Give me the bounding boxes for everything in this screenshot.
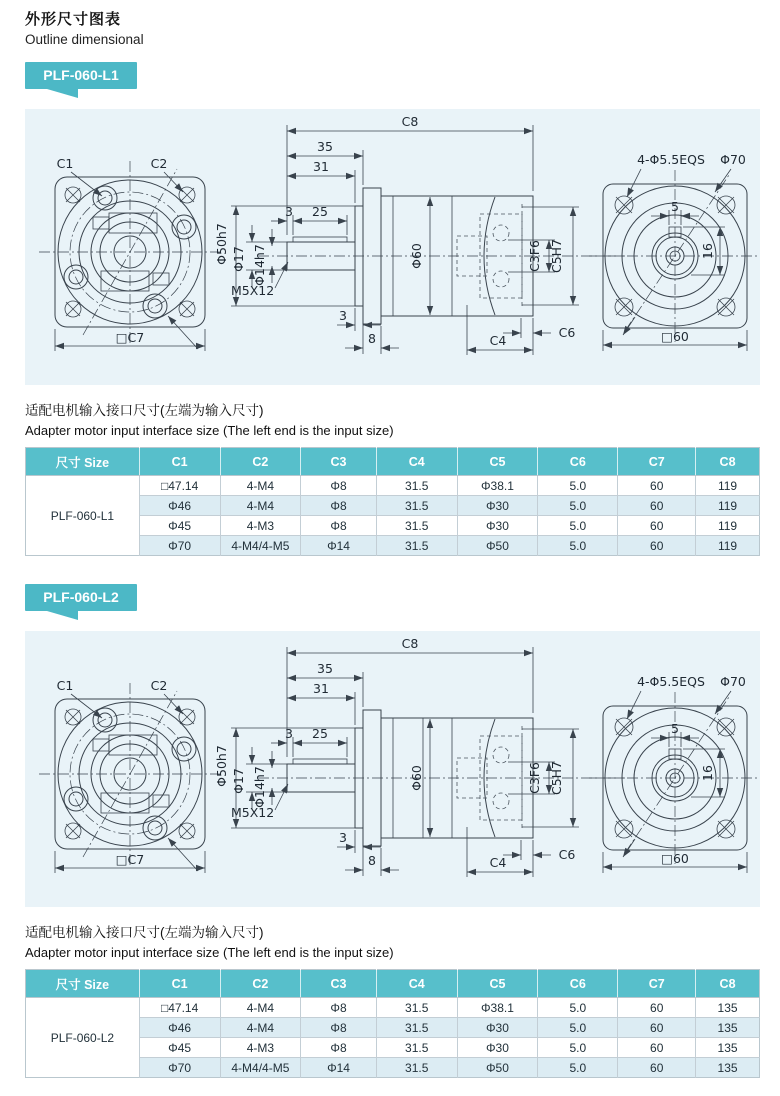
page-title-zh: 外形尺寸图表 — [25, 11, 122, 28]
table-cell: Φ8 — [301, 476, 377, 496]
table-row — [26, 998, 760, 1018]
section-plf-060-l1 — [25, 62, 760, 556]
column-header: C2 — [220, 970, 301, 998]
front-view — [39, 156, 221, 351]
table-cell: 31.5 — [376, 1018, 457, 1038]
table-cell: Φ30 — [457, 1038, 538, 1058]
label-3-bottom: 3 — [339, 308, 347, 323]
table-cell: 31.5 — [376, 476, 457, 496]
table-cell: Φ46 — [139, 1018, 220, 1038]
table-cell: Φ14 — [301, 536, 377, 556]
table-cell: 5.0 — [538, 1058, 618, 1078]
badge-row-l2 — [25, 584, 760, 620]
table-cell: Φ30 — [457, 516, 538, 536]
column-header: C8 — [696, 448, 760, 476]
table-cell: Φ30 — [457, 496, 538, 516]
column-header: C5 — [457, 448, 538, 476]
table-cell: 4-M4 — [220, 1018, 301, 1038]
column-header: C6 — [538, 970, 618, 998]
table-cell: 60 — [618, 496, 696, 516]
label-phi50h7: Φ50h7 — [214, 745, 229, 787]
drawing-panel-l2 — [25, 631, 760, 907]
table-cell: Φ8 — [301, 496, 377, 516]
table-cell: 60 — [618, 1038, 696, 1058]
label-c7: □C7 — [115, 852, 145, 867]
column-header: C4 — [376, 970, 457, 998]
label-35: 35 — [317, 661, 333, 676]
label-c5h7: C5H7 — [549, 238, 564, 274]
table-cell: 31.5 — [376, 516, 457, 536]
column-header: C2 — [220, 448, 301, 476]
table-cell: 4-M4 — [220, 998, 301, 1018]
table-cell: Φ45 — [139, 516, 220, 536]
column-header: C6 — [538, 448, 618, 476]
table-cell: 4-M4 — [220, 476, 301, 496]
label-c3f6: C3F6 — [527, 762, 542, 794]
label-3-bottom: 3 — [339, 830, 347, 845]
table-cell: Φ8 — [301, 1038, 377, 1058]
label-16: 16 — [700, 765, 715, 781]
label-phi60: Φ60 — [409, 765, 424, 791]
label-c8: C8 — [401, 114, 419, 129]
label-5: 5 — [671, 199, 679, 214]
label-c2: C2 — [150, 156, 168, 171]
table-cell: 5.0 — [538, 1018, 618, 1038]
table-cell: 31.5 — [376, 536, 457, 556]
label-phi60: Φ60 — [409, 243, 424, 269]
label-c4: C4 — [489, 333, 507, 348]
label-phi17: Φ17 — [231, 768, 246, 794]
note-en-l2: Adapter motor input interface size (The left end is the input size) — [25, 945, 394, 960]
table-cell: 4-M3 — [220, 1038, 301, 1058]
table-cell: 60 — [618, 1018, 696, 1038]
label-c5h7: C5H7 — [549, 760, 564, 796]
table-cell: 31.5 — [376, 1058, 457, 1078]
table-cell: Φ70 — [139, 536, 220, 556]
label-c2: C2 — [150, 678, 168, 693]
column-header: C4 — [376, 448, 457, 476]
table-cell: 135 — [696, 1018, 760, 1038]
note-en-l1: Adapter motor input interface size (The left end is the input size) — [25, 423, 394, 438]
table-cell: 31.5 — [376, 496, 457, 516]
label-c3f6: C3F6 — [527, 240, 542, 272]
table-cell: Φ50 — [457, 1058, 538, 1078]
table-cell: 60 — [618, 998, 696, 1018]
label-phi14h7: Φ14h7 — [252, 766, 267, 808]
label-phi14h7: Φ14h7 — [252, 244, 267, 286]
label-8: 8 — [368, 331, 376, 346]
table-cell: 135 — [696, 1038, 760, 1058]
page-title-en: Outline dimensional — [25, 32, 144, 47]
label-4-phi5.5eqs: 4-Φ5.5EQS — [637, 674, 705, 689]
label-m5x12: M5X12 — [231, 283, 275, 298]
table-cell: 119 — [696, 536, 760, 556]
label-c6: C6 — [558, 325, 576, 340]
front-view — [39, 678, 221, 873]
label-phi70: Φ70 — [720, 674, 746, 689]
table-cell: 4-M4/4-M5 — [220, 1058, 301, 1078]
dimension-table-l2 — [25, 969, 760, 1078]
table-cell: Φ38.1 — [457, 998, 538, 1018]
label-sq60: □60 — [661, 851, 689, 866]
table-cell: 60 — [618, 516, 696, 536]
rear-view — [589, 674, 760, 873]
table-cell: Φ38.1 — [457, 476, 538, 496]
table-cell: Φ70 — [139, 1058, 220, 1078]
table-cell: Φ8 — [301, 1018, 377, 1038]
table-cell: Φ30 — [457, 1018, 538, 1038]
table-row — [26, 476, 760, 496]
column-header: C1 — [139, 970, 220, 998]
label-31: 31 — [313, 681, 329, 696]
label-sq60: □60 — [661, 329, 689, 344]
table-cell: Φ8 — [301, 998, 377, 1018]
column-header: C7 — [618, 448, 696, 476]
badge-row-l1 — [25, 62, 760, 98]
rear-view — [589, 152, 760, 351]
column-header: C8 — [696, 970, 760, 998]
label-5: 5 — [671, 721, 679, 736]
label-3: 3 — [285, 726, 293, 741]
table-cell: 4-M3 — [220, 516, 301, 536]
label-m5x12: M5X12 — [231, 805, 275, 820]
table-cell: 119 — [696, 516, 760, 536]
column-header: C7 — [618, 970, 696, 998]
table-cell: 135 — [696, 1058, 760, 1078]
table-cell: □47.14 — [139, 476, 220, 496]
table-cell: 5.0 — [538, 496, 618, 516]
label-3: 3 — [285, 204, 293, 219]
label-31: 31 — [313, 159, 329, 174]
table-cell: 119 — [696, 496, 760, 516]
table-cell: 5.0 — [538, 536, 618, 556]
table-cell: 60 — [618, 536, 696, 556]
model-cell: PLF-060-L2 — [26, 998, 140, 1078]
column-header: C3 — [301, 448, 377, 476]
table-cell: Φ14 — [301, 1058, 377, 1078]
table-cell: 60 — [618, 476, 696, 496]
label-phi50h7: Φ50h7 — [214, 223, 229, 265]
model-cell: PLF-060-L1 — [26, 476, 140, 556]
note-zh-l1: 适配电机输入接口尺寸(左端为输入尺寸) — [25, 403, 264, 418]
drawing-panel-l1 — [25, 109, 760, 385]
table-cell: □47.14 — [139, 998, 220, 1018]
table-cell: 5.0 — [538, 476, 618, 496]
section-plf-060-l2 — [25, 584, 760, 1078]
column-header: C1 — [139, 448, 220, 476]
model-badge-l1: PLF-060-L1 — [25, 62, 137, 89]
size-column-header: 尺寸 Size — [26, 448, 140, 476]
column-header: C3 — [301, 970, 377, 998]
label-25: 25 — [312, 726, 328, 741]
label-16: 16 — [700, 243, 715, 259]
label-c1: C1 — [56, 156, 74, 171]
size-column-header: 尺寸 Size — [26, 970, 140, 998]
label-25: 25 — [312, 204, 328, 219]
table-cell: Φ50 — [457, 536, 538, 556]
label-8: 8 — [368, 853, 376, 868]
label-c1: C1 — [56, 678, 74, 693]
dimension-drawing — [25, 109, 760, 385]
model-badge-l2: PLF-060-L2 — [25, 584, 137, 611]
table-cell: 31.5 — [376, 1038, 457, 1058]
table-cell: 60 — [618, 1058, 696, 1078]
table-cell: 5.0 — [538, 1038, 618, 1058]
table-cell: Φ8 — [301, 516, 377, 536]
label-35: 35 — [317, 139, 333, 154]
table-cell: Φ45 — [139, 1038, 220, 1058]
label-c8: C8 — [401, 636, 419, 651]
label-c4: C4 — [489, 855, 507, 870]
table-cell: 135 — [696, 998, 760, 1018]
note-zh-l2: 适配电机输入接口尺寸(左端为输入尺寸) — [25, 925, 264, 940]
label-c6: C6 — [558, 847, 576, 862]
side-view — [214, 114, 625, 355]
table-cell: 5.0 — [538, 516, 618, 536]
dimension-table-l1 — [25, 447, 760, 556]
table-cell: 4-M4/4-M5 — [220, 536, 301, 556]
column-header: C5 — [457, 970, 538, 998]
table-cell: 5.0 — [538, 998, 618, 1018]
label-phi70: Φ70 — [720, 152, 746, 167]
dimension-drawing — [25, 631, 760, 907]
table-cell: Φ46 — [139, 496, 220, 516]
label-phi17: Φ17 — [231, 246, 246, 272]
side-view — [214, 636, 625, 877]
table-cell: 4-M4 — [220, 496, 301, 516]
table-cell: 31.5 — [376, 998, 457, 1018]
label-4-phi5.5eqs: 4-Φ5.5EQS — [637, 152, 705, 167]
table-cell: 119 — [696, 476, 760, 496]
label-c7: □C7 — [115, 330, 145, 345]
